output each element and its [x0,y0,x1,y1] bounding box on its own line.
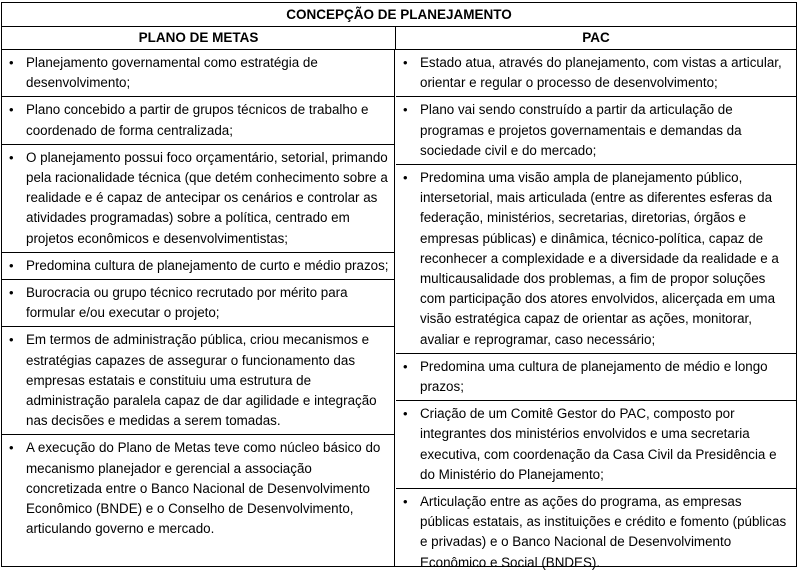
list-item: • Estado atua, através do planejamento, com vistas a articular, orientar e regular o processo de desenvolvimento; [396,50,796,96]
list-item: • Articulação entre as ações do programa, as empresas públicas estatais, as instituições e crédito e fomento (públicas e privadas) e o Banco Nacional de Desenvolvimento Econômico e Social (BNDES). [396,488,796,576]
column-header-pac: PAC [396,27,796,50]
column-plano-de-metas [2,50,395,566]
list-item: • Plano vai sendo construído a partir da articulação de programas e projetos governamentais e demandas da sociedade civil e do mercado; [396,96,796,164]
planning-comparison-table [1,2,797,570]
list-item: • Plano concebido a partir de grupos técnicos de trabalho e coordenado de forma centralizada; [2,96,394,143]
table-title: CONCEPÇÃO DE PLANEJAMENTO [2,3,796,27]
list-item: • Burocracia ou grupo técnico recrutado por mérito para formular e/ou executar o projeto; [2,279,394,326]
plano-de-metas-list [2,50,394,542]
list-item: • Planejamento governamental como estratégia de desenvolvimento; [2,50,394,96]
list-item: • A execução do Plano de Metas teve como núcleo básico do mecanismo planejador e gerencial a associação concretizada entre o Banco Nacional de Desenvolvimento Econômico (BNDE) e o Conselho de Desenvolvimento, articulando governo e mercado. [2,434,394,542]
list-item: • Predomina uma cultura de planejamento de médio e longo prazos; [396,353,796,400]
list-item: • Predomina uma visão ampla de planejamento público, intersetorial, mais articulada (entre as diferentes esferas da federação, ministérios, secretarias, diretorias, órgãos e empresas públicas) e dinâmica, técnico-política, capaz de reconhecer a complexidade e a diversidade da realidade e a multicausalidade dos problemas, a fim de propor soluções com participação dos atores envolvidos, alicerçada em uma visão estratégica capaz de orientar as ações, monitorar, avaliar e reprogramar, caso necessário; [396,164,796,353]
list-item: • Predomina cultura de planejamento de curto e médio prazos; [2,252,394,279]
list-item: • Em termos de administração pública, criou mecanismos e estratégias capazes de assegurar o funcionamento das empresas estatais e constituiu uma estrutura de administração paralela capaz de dar agilidade e integração nas decisões e medidas a serem tomadas. [2,326,394,434]
column-header-plano-de-metas: PLANO DE METAS [2,27,396,50]
pac-list [396,50,796,576]
column-pac [396,50,796,570]
list-item: • O planejamento possui foco orçamentário, setorial, primando pela racionalidade técnica (que detém conhecimento sobre a realidade e é capaz de antecipar os cenários e controlar as atividades programadas) sobre a política, centrado em projetos econômicos e desenvolvimentistas; [2,144,394,252]
list-item: • Criação de um Comitê Gestor do PAC, composto por integrantes dos ministérios envolvidos e uma secretaria executiva, com coordenação da Casa Civil da Presidência e do Ministério do Planejamento; [396,400,796,488]
